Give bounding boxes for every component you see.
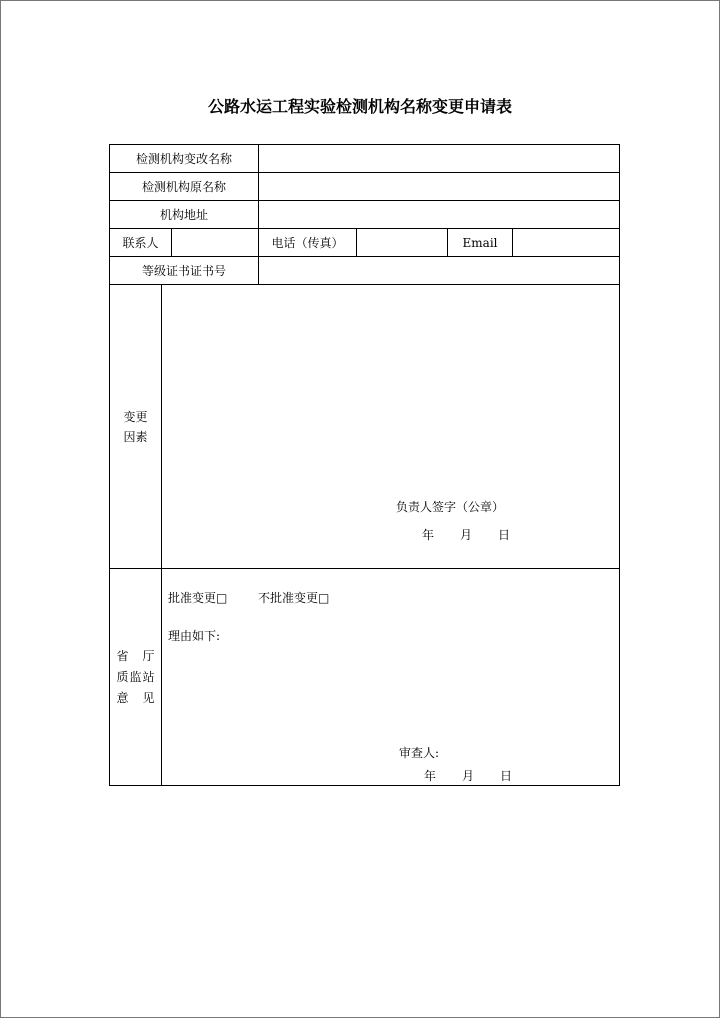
phone-label: 电话（传真） <box>259 229 357 257</box>
approve-checkbox[interactable]: 批准变更□ <box>168 591 228 605</box>
change-reason-label-line1: 变更 <box>123 409 148 424</box>
reject-checkbox[interactable]: 不批准变更□ <box>258 591 330 605</box>
opinion-year-label: 年 <box>424 769 437 783</box>
opinion-label-line3: 意 见 <box>116 690 155 705</box>
form-title: 公路水运工程实验检测机构名称变更申请表 <box>207 97 512 116</box>
new-name-field[interactable] <box>259 145 620 173</box>
signature-label: 负责人签字（公章） <box>396 500 505 514</box>
opinion-label <box>110 569 162 786</box>
address-field[interactable] <box>259 201 620 229</box>
email-label: Email <box>448 229 513 257</box>
reason-text-label: 理由如下: <box>168 629 221 643</box>
phone-field[interactable] <box>357 229 448 257</box>
original-name-label: 检测机构原名称 <box>110 173 259 201</box>
address-label: 机构地址 <box>110 201 259 229</box>
change-reason-label-line2: 因素 <box>123 429 148 444</box>
opinion-label-line1: 省 厅 <box>116 648 155 663</box>
opinion-area[interactable] <box>162 569 620 786</box>
new-name-label: 检测机构变改名称 <box>110 145 259 173</box>
change-reason-label <box>110 285 162 569</box>
contact-label: 联系人 <box>110 229 172 257</box>
certificate-field[interactable] <box>259 257 620 285</box>
reason-month-label: 月 <box>460 528 473 542</box>
change-reason-area[interactable] <box>162 285 620 569</box>
opinion-month-label: 月 <box>462 769 475 783</box>
reason-day-label: 日 <box>498 528 511 542</box>
certificate-label: 等级证书证书号 <box>110 257 259 285</box>
contact-field[interactable] <box>172 229 259 257</box>
opinion-label-line2: 质监站 <box>116 669 155 684</box>
email-field[interactable] <box>513 229 620 257</box>
reviewer-label: 审查人: <box>399 746 440 760</box>
opinion-day-label: 日 <box>500 769 513 783</box>
original-name-field[interactable] <box>259 173 620 201</box>
reason-year-label: 年 <box>422 528 435 542</box>
application-form <box>109 144 620 786</box>
